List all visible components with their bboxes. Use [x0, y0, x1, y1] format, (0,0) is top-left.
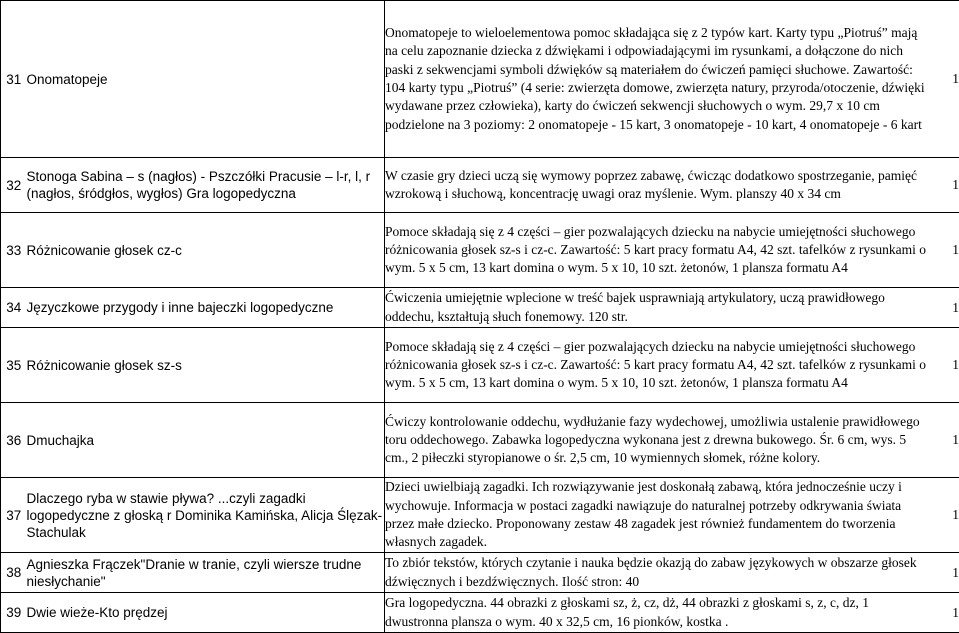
item-description: Ćwiczy kontrolowanie oddechu, wydłużanie fazy wydechowej, umożliwia ustalenie prawidłowego toru oddechowego. Zabawka logopedyczna wykonana jest z drewna bukowego. Śr. 6 cm, wys. 5 cm., 2 piłeczki styropianowe o śr. 2,5 cm, 10 wymiennych słomek, różne kolory.: [385, 403, 930, 478]
item-quantity: 1: [930, 213, 959, 288]
item-quantity: 1: [930, 478, 959, 553]
table-row: [1, 328, 959, 403]
item-name: Onomatopeje: [27, 1, 385, 158]
item-description: Ćwiczenia umiejętnie wplecione w treść bajek usprawniają artykulatory, uczą prawidłowego oddechu, kształtują słuch fonemowy. 120 str.: [385, 288, 930, 328]
item-description: W czasie gry dzieci uczą się wymowy poprzez zabawę, ćwicząc dodatkowo spostrzeganie, pamięć wzrokową i słuchową, koncentrację uwagi oraz myślenie. Wym. planszy 40 x 34 cm: [385, 158, 930, 213]
item-name: Dwie wieże-Kto prędzej: [27, 593, 385, 633]
row-number: 36: [1, 403, 27, 478]
item-quantity: 1: [930, 403, 959, 478]
item-name: Języczkowe przygody i inne bajeczki logopedyczne: [27, 288, 385, 328]
item-name: Stonoga Sabina – s (nagłos) - Pszczółki Pracusie – l-r, l, r (nagłos, śródgłos, wygłos) Gra logopedyczna: [27, 158, 385, 213]
table-row: [1, 593, 959, 633]
table-row: [1, 213, 959, 288]
item-description: Onomatopeje to wieloelementowa pomoc składająca się z 2 typów kart. Karty typu „Piotruś” mają na celu zapoznanie dziecka z dźwiękami i odpowiadającymi im rysunkami, a dołączone do nich paski z sekwencjami symboli dźwięków są materiałem do ćwiczeń pamięci słuchowe. Zawartość: 104 karty typu „Piotruś” (4 serie: zwierzęta domowe, zwierzęta natury, przyroda/otoczenie, dźwięki wydawane przez człowieka), karty do ćwiczeń sekwencji słuchowych o wym. 29,7 x 10 cm podzielone na 3 poziomy: 2 onomatopeje - 15 kart, 3 onomatopeje - 10 kart, 4 onomatopeje - 6 kart: [385, 1, 930, 158]
table-row: [1, 288, 959, 328]
item-quantity: 1: [930, 158, 959, 213]
table-row: [1, 1, 959, 158]
item-description: Pomoce składają się z 4 części – gier pozwalających dziecku na nabycie umiejętności słuchowego różnicowania głosek sz-s i cz-c. Zawartość: 5 kart pracy formatu A4, 42 szt. tafelków z rysunkami o wym. 5 x 5 cm, 13 kart domina o wym. 5 x 10, 10 szt. żetonów, 1 plansza formatu A4: [385, 213, 930, 288]
item-name: Dlaczego ryba w stawie pływa? ...czyli zagadki logopedyczne z głoską r Dominika Kamińska, Alicja Ślęzak-Stachulak: [27, 478, 385, 553]
row-number: 35: [1, 328, 27, 403]
item-name: Różnicowanie głosek cz-c: [27, 213, 385, 288]
item-quantity: 1: [930, 1, 959, 158]
row-number: 33: [1, 213, 27, 288]
item-quantity: 1: [930, 553, 959, 593]
row-number: 32: [1, 158, 27, 213]
item-description: Dzieci uwielbiają zagadki. Ich rozwiązywanie jest doskonałą zabawą, która jednocześnie uczy i wychowuje. Informacja w postaci zagadki nawiązuje do naturalnej potrzeby odkrywania świata przez małe dziecko. Proponowany zestaw 48 zagadek jest również fundamentem do tworzenia własnych zagadek.: [385, 478, 930, 553]
table-row: [1, 158, 959, 213]
item-description: Pomoce składają się z 4 części – gier pozwalających dziecku na nabycie umiejętności słuchowego różnicowania głosek sz-s i cz-c. Zawartość: 5 kart pracy formatu A4, 42 szt. tafelków z rysunkami o wym. 5 x 5 cm, 13 kart domina o wym. 5 x 10, 10 szt. żetonów, 1 plansza formatu A4: [385, 328, 930, 403]
item-quantity: 1: [930, 328, 959, 403]
row-number: 34: [1, 288, 27, 328]
row-number: 37: [1, 478, 27, 553]
row-number: 39: [1, 593, 27, 633]
table-row: [1, 478, 959, 553]
item-description: To zbiór tekstów, których czytanie i nauka będzie okazją do zabaw językowych w obszarze głosek dźwięcznych i bezdźwięcznych. Ilość stron: 40: [385, 553, 930, 593]
table-row: [1, 403, 959, 478]
table-row: [1, 553, 959, 593]
item-name: Różnicowanie głosek sz-s: [27, 328, 385, 403]
row-number: 38: [1, 553, 27, 593]
item-description: Gra logopedyczna. 44 obrazki z głoskami sz, ż, cz, dż, 44 obrazki z głoskami s, z, c, dz, 1 dwustronna plansza o wym. 40 x 32,5 cm, 16 pionków, kostka .: [385, 593, 930, 633]
item-name: Dmuchajka: [27, 403, 385, 478]
item-name: Agnieszka Frączek"Dranie w tranie, czyli wiersze trudne niesłychanie": [27, 553, 385, 593]
item-quantity: 1: [930, 593, 959, 633]
item-quantity: 1: [930, 288, 959, 328]
row-number: 31: [1, 1, 27, 158]
